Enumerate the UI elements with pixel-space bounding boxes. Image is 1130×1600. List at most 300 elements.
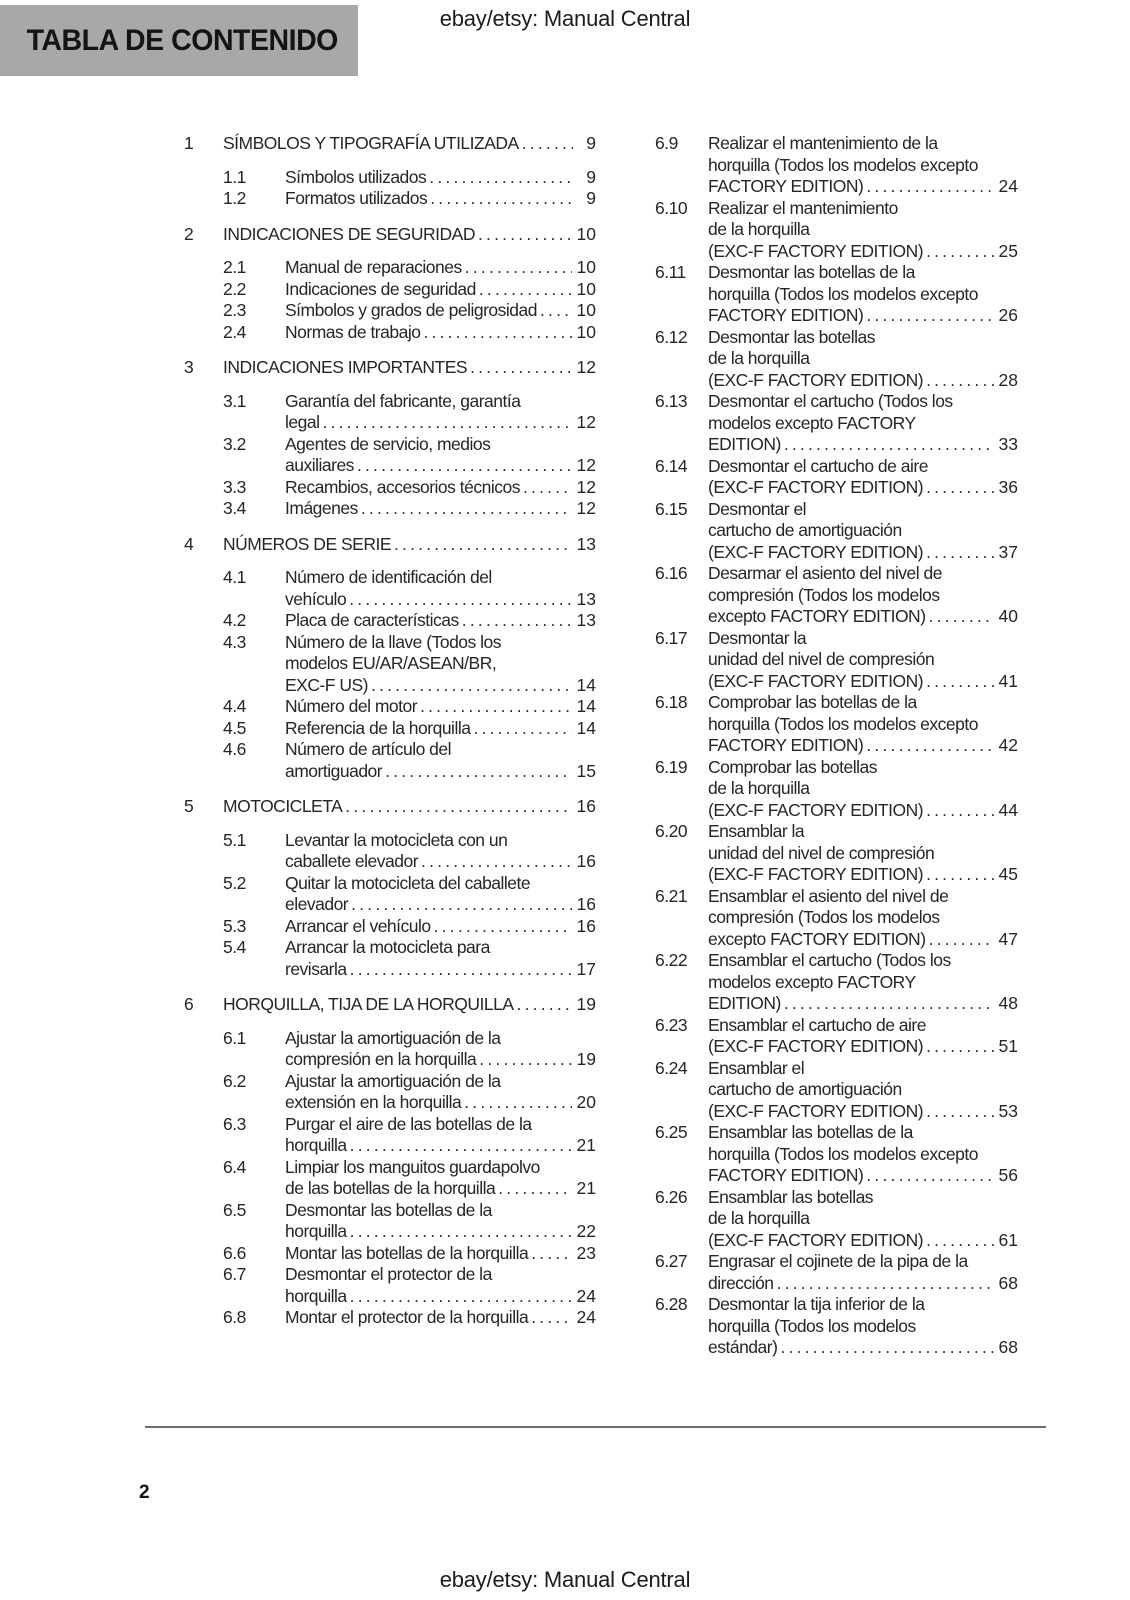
toc-entry xyxy=(184,133,596,155)
toc-entry-line xyxy=(285,167,596,189)
toc-entry-last-line: (EXC-F FACTORY EDITION) xyxy=(708,369,924,390)
toc-entry-line: Quitar la motocicleta del caballete xyxy=(285,872,531,893)
toc-entry xyxy=(223,257,596,279)
dot-leader xyxy=(434,916,572,938)
toc-entry-last-line: horquilla xyxy=(285,1135,347,1155)
toc-entry-last-line: (EXC-F FACTORY EDITION) xyxy=(708,670,924,691)
toc-entry-number: 5.3 xyxy=(223,915,246,936)
toc-entry-text xyxy=(223,133,596,155)
dot-leader xyxy=(350,1135,572,1157)
toc-entry-text xyxy=(708,1058,1018,1123)
dot-leader xyxy=(780,1337,993,1359)
toc-entry-line: Desarmar el asiento del nivel de xyxy=(708,563,942,583)
toc-entry-line: Purgar el aire de las botellas de la xyxy=(285,1113,532,1134)
toc-entry-number: 4.3 xyxy=(223,631,246,652)
dot-leader xyxy=(926,800,993,822)
toc-entry-line xyxy=(285,477,596,499)
toc-entry-text xyxy=(285,873,596,916)
toc-entry-line: Comprobar las botellas de la xyxy=(708,692,917,712)
toc-entry-number: 6.8 xyxy=(223,1307,246,1327)
toc-entry-number: 2.1 xyxy=(223,257,246,277)
toc-entry-text xyxy=(285,434,596,477)
dot-leader xyxy=(784,434,994,456)
toc-entry-line xyxy=(708,606,1018,628)
toc-entry xyxy=(223,1264,596,1307)
toc-entry-number: 2 xyxy=(184,223,194,244)
toc-entry-text xyxy=(285,1028,596,1071)
toc-entry xyxy=(655,1122,1018,1187)
dot-leader xyxy=(351,894,571,916)
toc-entry-line: Desmontar las botellas xyxy=(708,326,875,347)
toc-entry-page: 42 xyxy=(998,735,1018,755)
toc-entry xyxy=(223,1071,596,1114)
toc-entry-number: 3.4 xyxy=(223,498,246,518)
toc-entry-line: Ensamblar las botellas xyxy=(708,1186,874,1207)
toc-entry xyxy=(223,1157,596,1200)
toc-entry xyxy=(223,718,596,740)
toc-entry-page: 26 xyxy=(998,305,1018,325)
toc-entry-line xyxy=(708,671,1018,693)
toc-entry-number: 4.2 xyxy=(223,610,246,630)
toc-entry xyxy=(655,821,1018,886)
toc-entry-number: 6.15 xyxy=(655,498,688,519)
toc-entry xyxy=(223,498,596,520)
page-heading-box xyxy=(0,5,358,76)
toc-entry-page: 16 xyxy=(576,796,596,816)
toc-entry xyxy=(655,950,1018,1015)
toc-entry-text xyxy=(708,499,1018,564)
toc-entry-text xyxy=(708,821,1018,886)
toc-entry-last-line: revisarla xyxy=(285,958,347,979)
toc-entry-page: 61 xyxy=(998,1229,1018,1250)
toc-entry xyxy=(223,1114,596,1157)
toc-entry-line: cartucho de amortiguación xyxy=(708,1079,902,1099)
toc-entry-line xyxy=(285,718,596,740)
toc-entry xyxy=(655,391,1018,456)
dot-leader xyxy=(350,1221,572,1243)
toc-entry-line: de la horquilla xyxy=(708,1208,810,1228)
toc-entry-page: 9 xyxy=(586,133,596,153)
toc-entry-page: 19 xyxy=(576,1049,596,1069)
toc-entry-line: Número de la llave (Todos los xyxy=(285,631,502,652)
toc-entry-number: 6.1 xyxy=(223,1027,246,1048)
toc-entry-text xyxy=(285,739,596,782)
toc-entry xyxy=(655,327,1018,392)
toc-entry-line xyxy=(285,675,596,697)
dot-leader xyxy=(929,929,994,951)
toc-entry-line: Número de artículo del xyxy=(285,739,452,759)
toc-entry xyxy=(655,456,1018,499)
toc-entry xyxy=(223,1028,596,1071)
dot-leader xyxy=(371,675,572,697)
toc-entry-line: Desmontar el xyxy=(708,498,807,519)
toc-entry-page: 23 xyxy=(576,1242,596,1263)
dot-leader xyxy=(517,994,572,1016)
toc-entry xyxy=(655,133,1018,198)
toc-entry-last-line: (EXC-F FACTORY EDITION) xyxy=(708,864,924,884)
toc-entry-number: 6.10 xyxy=(655,197,688,218)
toc-entry-last-line: excepto FACTORY EDITION) xyxy=(708,928,926,949)
dot-leader xyxy=(926,1101,993,1123)
toc-entry-number: 3 xyxy=(184,357,194,377)
toc-entry-number: 5.1 xyxy=(223,829,246,850)
toc-entry-line xyxy=(223,133,596,155)
dot-leader xyxy=(531,1243,571,1265)
toc-entry xyxy=(223,937,596,980)
toc-entry-text xyxy=(285,188,596,210)
toc-entry-line: Garantía del fabricante, garantía xyxy=(285,390,521,411)
toc-entry-text xyxy=(708,327,1018,392)
toc-entry xyxy=(655,1294,1018,1359)
toc-entry-page: 41 xyxy=(998,670,1018,691)
toc-entry xyxy=(223,696,596,718)
toc-entry-last-line: Referencia de la horquilla xyxy=(285,717,471,738)
toc-entry-last-line: EXC-F US) xyxy=(285,674,368,695)
toc-entry-line: Realizar el mantenimiento xyxy=(708,197,898,218)
toc-entry-page: 24 xyxy=(576,1285,596,1306)
toc-entry-last-line: NÚMEROS DE SERIE xyxy=(223,533,391,554)
toc-entry-number: 1 xyxy=(184,133,194,153)
toc-entry-text xyxy=(708,198,1018,263)
toc-entry xyxy=(223,167,596,189)
toc-entry-text xyxy=(285,322,596,344)
toc-entry-line: Ensamblar el cartucho (Todos los xyxy=(708,950,951,970)
toc-entry-line: Levantar la motocicleta con un xyxy=(285,829,508,850)
toc-entry xyxy=(655,886,1018,951)
toc-entry-last-line: Símbolos utilizados xyxy=(285,166,427,187)
toc-entry-last-line: amortiguador xyxy=(285,760,383,781)
toc-entry-number: 4.4 xyxy=(223,696,246,716)
toc-entry xyxy=(223,830,596,873)
toc-entry-line xyxy=(285,455,596,477)
toc-entry-page: 10 xyxy=(576,257,596,277)
dot-leader xyxy=(498,1178,571,1200)
toc-entry-line xyxy=(285,188,596,210)
toc-entry-line: Realizar el mantenimiento de la xyxy=(708,133,938,153)
toc-entry xyxy=(223,477,596,499)
toc-entry-line xyxy=(285,279,596,301)
toc-entry-number: 3.1 xyxy=(223,390,246,411)
toc-entry-line: Ajustar la amortiguación de la xyxy=(285,1070,501,1091)
toc-entry-text xyxy=(708,950,1018,1015)
toc-entry-line: Ensamblar el xyxy=(708,1057,805,1078)
toc-entry-text xyxy=(708,886,1018,951)
toc-entry-last-line: (EXC-F FACTORY EDITION) xyxy=(708,477,924,497)
toc-entry-line xyxy=(708,929,1018,951)
toc-entry-text xyxy=(223,534,596,556)
toc-entry-number: 6.21 xyxy=(655,885,688,906)
dot-leader xyxy=(429,167,573,189)
toc-entry-page: 33 xyxy=(998,434,1018,454)
toc-entry-line xyxy=(708,305,1018,327)
toc-entry-line: horquilla (Todos los modelos excepto xyxy=(708,283,978,304)
toc-entry-line xyxy=(285,916,596,938)
toc-entry-number: 2.4 xyxy=(223,321,246,342)
toc-entry-last-line: Arrancar el vehículo xyxy=(285,915,431,936)
toc-entry-page: 12 xyxy=(576,498,596,518)
toc-entry-text xyxy=(285,1114,596,1157)
toc-entry-page: 14 xyxy=(576,696,596,716)
toc-entry xyxy=(184,796,596,818)
toc-entry-number: 6.16 xyxy=(655,563,688,583)
toc-entry-number: 3.3 xyxy=(223,476,246,497)
toc-entry-text xyxy=(223,224,596,246)
toc-entry-line xyxy=(285,412,596,434)
toc-entry-page: 9 xyxy=(586,166,596,187)
toc-entry-last-line: Normas de trabajo xyxy=(285,321,421,342)
toc-entry-last-line: SÍMBOLOS Y TIPOGRAFÍA UTILIZADA xyxy=(223,133,519,153)
toc-entry-last-line: (EXC-F FACTORY EDITION) xyxy=(708,240,924,261)
toc-entry-last-line: MOTOCICLETA xyxy=(223,796,343,816)
toc-entry-number: 6.17 xyxy=(655,627,688,648)
dot-leader xyxy=(394,534,572,556)
toc-entry-last-line: (EXC-F FACTORY EDITION) xyxy=(708,1036,924,1056)
toc-entry-last-line: de las botellas de la horquilla xyxy=(285,1178,496,1198)
toc-entry-line xyxy=(708,1101,1018,1123)
toc-entry xyxy=(223,279,596,301)
toc-entry-last-line: Recambios, accesorios técnicos xyxy=(285,476,520,497)
toc-entry-text xyxy=(285,610,596,632)
dot-leader xyxy=(926,477,993,499)
toc-entry-text xyxy=(223,357,596,379)
toc-entry-last-line: Imágenes xyxy=(285,498,358,518)
toc-entry-line xyxy=(708,1230,1018,1252)
dot-leader xyxy=(866,176,993,198)
dot-leader xyxy=(479,1049,571,1071)
toc-entry-text xyxy=(285,1307,596,1329)
toc-entry-page: 10 xyxy=(576,321,596,342)
toc-entry-number: 6.19 xyxy=(655,756,688,777)
toc-entry-last-line: EDITION) xyxy=(708,993,781,1013)
toc-entry xyxy=(184,224,596,246)
toc-entry-page: 13 xyxy=(576,610,596,630)
toc-entry xyxy=(655,1015,1018,1058)
toc-entry-last-line: caballete elevador xyxy=(285,851,419,871)
toc-entry-line: Ensamblar la xyxy=(708,821,805,841)
toc-entry-line: horquilla (Todos los modelos excepto xyxy=(708,1143,978,1164)
toc-entry xyxy=(184,994,596,1016)
dot-leader xyxy=(421,851,571,873)
toc-entry-last-line: INDICACIONES IMPORTANTES xyxy=(223,357,468,377)
toc-entry-line xyxy=(708,800,1018,822)
toc-entry xyxy=(223,632,596,697)
dot-leader xyxy=(540,300,572,322)
toc-entry-last-line: Indicaciones de seguridad xyxy=(285,278,476,299)
toc-entry-number: 6.28 xyxy=(655,1294,688,1314)
toc-entry-number: 6.2 xyxy=(223,1070,246,1091)
toc-entry-last-line: FACTORY EDITION) xyxy=(708,735,864,755)
toc-entry-text xyxy=(708,456,1018,499)
toc-entry-last-line: FACTORY EDITION) xyxy=(708,176,864,196)
footer-divider xyxy=(145,1426,1046,1428)
toc-entry-line: cartucho de amortiguación xyxy=(708,520,902,540)
toc-entry-number: 6.27 xyxy=(655,1251,688,1271)
toc-entry-line: modelos excepto FACTORY xyxy=(708,971,916,992)
toc-entry-text xyxy=(285,498,596,520)
toc-entry-page: 53 xyxy=(998,1100,1018,1121)
toc-entry-page: 22 xyxy=(576,1221,596,1241)
toc-entry-text xyxy=(285,279,596,301)
toc-entry-text xyxy=(285,257,596,279)
toc-entry-line: Desmontar las botellas de la xyxy=(285,1199,492,1220)
toc-entry-number: 6.7 xyxy=(223,1264,246,1284)
toc-entry-number: 6.24 xyxy=(655,1057,688,1078)
toc-entry-line: Desmontar el cartucho de aire xyxy=(708,455,928,476)
toc-entry-line xyxy=(285,696,596,718)
dot-leader xyxy=(385,761,571,783)
toc-entry-page: 47 xyxy=(998,928,1018,949)
toc-entry-line: Ajustar la amortiguación de la xyxy=(285,1027,501,1048)
toc-entry xyxy=(655,628,1018,693)
document-title-footer: ebay/etsy: Manual Central xyxy=(439,1567,691,1592)
toc-entry-line: Agentes de servicio, medios xyxy=(285,433,491,454)
toc-entry-line xyxy=(285,257,596,279)
toc-entry xyxy=(184,357,596,379)
toc-entry-line: de la horquilla xyxy=(708,348,810,368)
toc-entry-line xyxy=(708,1165,1018,1187)
toc-entry-line: Limpiar los manguitos guardapolvo xyxy=(285,1156,540,1177)
toc-entry-text xyxy=(708,628,1018,693)
toc-entry-last-line: Formatos utilizados xyxy=(285,188,428,208)
toc-entry-line xyxy=(285,1307,596,1329)
dot-leader xyxy=(926,542,993,564)
toc-entry-text xyxy=(285,1071,596,1114)
toc-entry-number: 6.11 xyxy=(655,262,686,282)
toc-entry-text xyxy=(285,916,596,938)
toc-entry-line: Desmontar las botellas de la xyxy=(708,262,915,282)
toc-entry-number: 5.4 xyxy=(223,937,246,957)
toc-entry-line: unidad del nivel de compresión xyxy=(708,842,935,863)
toc-entry-page: 25 xyxy=(998,240,1018,261)
dot-leader xyxy=(866,305,993,327)
toc-entry-page: 10 xyxy=(576,300,596,320)
dot-leader xyxy=(866,1165,993,1187)
toc-entry-page: 15 xyxy=(576,760,596,781)
toc-entry-text xyxy=(285,1264,596,1307)
toc-entry-line xyxy=(285,761,596,783)
toc-entry-line xyxy=(285,851,596,873)
toc-entry-line xyxy=(285,1049,596,1071)
toc-entry-text xyxy=(285,167,596,189)
page-title: TABLA DE CONTENIDO xyxy=(26,23,338,57)
toc-entry-line: Desmontar la tija inferior de la xyxy=(708,1294,925,1314)
toc-entry-page: 24 xyxy=(998,176,1018,196)
toc-entry-line: horquilla (Todos los modelos xyxy=(708,1315,916,1336)
toc-entry-line xyxy=(708,370,1018,392)
dot-leader xyxy=(926,864,993,886)
toc-entry-page: 17 xyxy=(576,958,596,979)
dot-leader xyxy=(345,796,571,818)
toc-entry-number: 6.12 xyxy=(655,326,688,347)
toc-entry-text xyxy=(708,757,1018,822)
toc-entry-line: compresión (Todos los modelos xyxy=(708,907,940,927)
toc-entry-page: 21 xyxy=(576,1135,596,1155)
toc-entry-last-line: legal xyxy=(285,412,320,432)
toc-entry-number: 6.9 xyxy=(655,133,678,153)
toc-entry-number: 6.6 xyxy=(223,1242,246,1263)
toc-entry xyxy=(655,757,1018,822)
toc-entry xyxy=(223,739,596,782)
toc-entry-last-line: Placa de características xyxy=(285,610,459,630)
toc-entry-line: horquilla (Todos los modelos excepto xyxy=(708,713,978,734)
toc-entry-text xyxy=(285,477,596,499)
toc-entry-page: 13 xyxy=(576,533,596,554)
toc-entry-page: 12 xyxy=(576,357,596,377)
toc-entry-page: 36 xyxy=(998,477,1018,497)
toc-entry-last-line: FACTORY EDITION) xyxy=(708,305,864,325)
toc-entry-page: 51 xyxy=(998,1036,1018,1056)
toc-entry xyxy=(655,1251,1018,1294)
toc-entry-line: Arrancar la motocicleta para xyxy=(285,937,490,957)
toc-entry xyxy=(223,434,596,477)
toc-entry-text xyxy=(708,1251,1018,1294)
dot-leader xyxy=(523,477,572,499)
toc-entry-number: 6.20 xyxy=(655,821,688,841)
toc-entry-last-line: Símbolos y grados de peligrosidad xyxy=(285,300,537,320)
toc-entry xyxy=(655,563,1018,628)
toc-entry-text xyxy=(285,1157,596,1200)
toc-entry-number: 6.5 xyxy=(223,1199,246,1220)
toc-entry-line xyxy=(708,241,1018,263)
toc-entry-line xyxy=(708,176,1018,198)
toc-entry-line xyxy=(285,1286,596,1308)
document-title-header: ebay/etsy: Manual Central xyxy=(439,6,691,31)
toc-entry-page: 14 xyxy=(576,674,596,695)
toc-entry-line xyxy=(708,864,1018,886)
toc-entry xyxy=(223,873,596,916)
toc-entry-line xyxy=(285,589,596,611)
dot-leader xyxy=(866,735,993,757)
toc-entry-line xyxy=(223,224,596,246)
toc-entry-last-line: (EXC-F FACTORY EDITION) xyxy=(708,799,924,820)
toc-entry xyxy=(655,198,1018,263)
toc-entry-last-line: (EXC-F FACTORY EDITION) xyxy=(708,1100,924,1121)
dot-leader xyxy=(926,1036,993,1058)
toc-entry-number: 2.2 xyxy=(223,278,246,299)
toc-entry-number: 6.22 xyxy=(655,950,688,970)
toc-entry xyxy=(223,1200,596,1243)
toc-entry-line xyxy=(223,796,596,818)
dot-leader xyxy=(784,993,994,1015)
toc-entry-page: 37 xyxy=(998,541,1018,562)
toc-entry-line xyxy=(285,894,596,916)
toc-entry-page: 56 xyxy=(998,1165,1018,1185)
toc-entry-line xyxy=(708,1337,1018,1359)
toc-entry-line xyxy=(285,1092,596,1114)
toc-entry xyxy=(223,916,596,938)
toc-entry-number: 6.25 xyxy=(655,1122,688,1142)
toc-entry-page: 45 xyxy=(998,864,1018,884)
toc-entry xyxy=(223,1307,596,1329)
toc-entry-page: 9 xyxy=(586,188,596,208)
toc-entry-number: 4.1 xyxy=(223,567,246,587)
toc-entry xyxy=(223,567,596,610)
toc-entry xyxy=(223,391,596,434)
toc-entry-line: Desmontar la xyxy=(708,627,807,648)
toc-entry-number: 4.5 xyxy=(223,717,246,738)
toc-entry-number: 6.4 xyxy=(223,1156,246,1177)
toc-entry-line: modelos EU/AR/ASEAN/BR, xyxy=(285,653,497,673)
toc-entry-page: 12 xyxy=(576,412,596,432)
toc-entry-last-line: Manual de reparaciones xyxy=(285,257,462,277)
dot-leader xyxy=(464,1092,571,1114)
toc-entry-last-line: auxiliares xyxy=(285,455,354,475)
toc-entry xyxy=(223,1243,596,1265)
dot-leader xyxy=(470,357,571,379)
dot-leader xyxy=(357,455,572,477)
toc-entry-page: 12 xyxy=(576,455,596,475)
dot-leader xyxy=(926,1230,993,1252)
